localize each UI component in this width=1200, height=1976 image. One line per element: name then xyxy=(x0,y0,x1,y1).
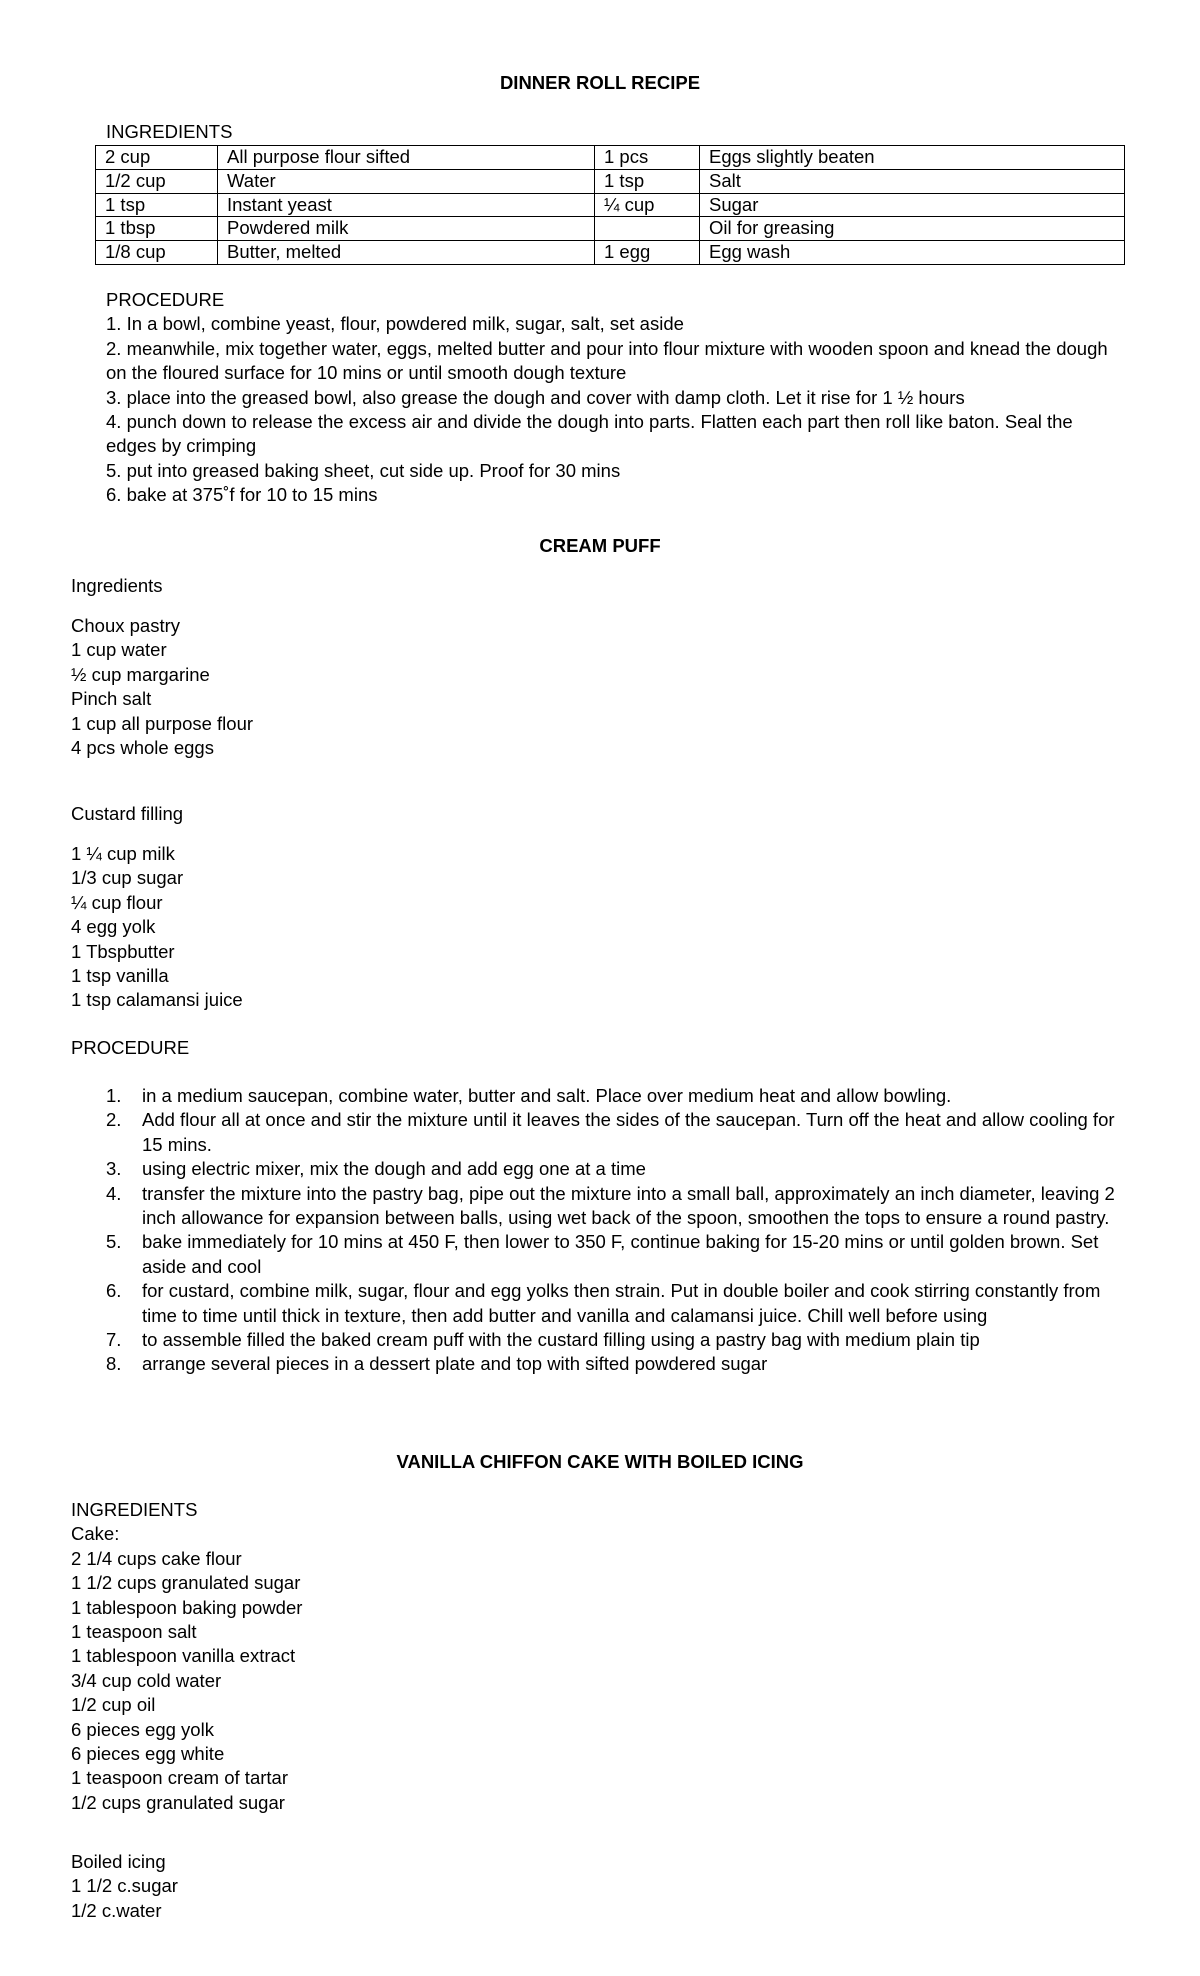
list-item: 1 tablespoon baking powder xyxy=(71,1596,303,1618)
dinner-roll-ingredients-heading: INGREDIENTS xyxy=(106,121,233,142)
step-number: 4. xyxy=(106,1182,122,1204)
table-cell: 1/8 cup xyxy=(96,241,218,265)
table-cell: Salt xyxy=(700,169,1125,193)
list-item: 1 teaspoon salt xyxy=(71,1621,197,1643)
table-cell: 1 tsp xyxy=(96,193,218,217)
procedure-step: 1. In a bowl, combine yeast, flour, powdered milk, sugar, salt, set aside xyxy=(106,313,684,335)
table-cell: ¼ cup xyxy=(595,193,700,217)
table-cell: Butter, melted xyxy=(218,241,595,265)
list-item: 1 1/2 c.sugar xyxy=(71,1875,178,1897)
step-number: 6. xyxy=(106,1280,122,1302)
step-number: 3. xyxy=(106,1158,122,1180)
step-text: bake immediately for 10 mins at 450 F, then lower to 350 F, continue baking for 15-20 mins or until golden brown. Set aside and cool xyxy=(142,1231,1099,1277)
list-item: ½ cup margarine xyxy=(71,663,210,685)
cream-puff-procedure-heading: PROCEDURE xyxy=(71,1037,190,1058)
table-cell: 1 egg xyxy=(595,241,700,265)
list-item: 4 pcs whole eggs xyxy=(71,737,214,759)
list-item xyxy=(70,1157,1130,1181)
dinner-roll-ingredients-table xyxy=(95,145,1125,265)
table-cell: Egg wash xyxy=(700,241,1125,265)
step-number: 1. xyxy=(106,1085,122,1106)
step-number: 2. xyxy=(106,1109,122,1131)
procedure-step: 2. meanwhile, mix together water, eggs, melted butter and pour into flour mixture with wooden spoon and knead the dough on the floured surface for 10 mins or until smooth dough texture xyxy=(106,337,1108,384)
table-row xyxy=(96,146,1125,170)
step-text: transfer the mixture into the pastry bag, pipe out the mixture into a small ball, approximately an inch diameter, leaving 2 inch allowance for expansion between balls, using wet back of the spoon, smoothen the tops to ensure a round pastry. xyxy=(142,1182,1115,1229)
table-cell: Water xyxy=(218,169,595,193)
table-row xyxy=(96,217,1125,241)
table-cell: Eggs slightly beaten xyxy=(700,146,1125,170)
list-item: 1/3 cup sugar xyxy=(71,867,184,889)
list-item xyxy=(70,1328,1130,1352)
table-row xyxy=(96,241,1125,265)
step-text: for custard, combine milk, sugar, flour and egg yolks then strain. Put in double boiler and cook stirring constantly from time to time until thick in texture, then add butter and vanilla and calamansi juice. Chill well before using xyxy=(142,1280,1101,1326)
chiffon-title: VANILLA CHIFFON CAKE WITH BOILED ICING xyxy=(396,1451,804,1472)
list-item: 1/2 cups granulated sugar xyxy=(71,1791,285,1813)
dinner-roll-title: DINNER ROLL RECIPE xyxy=(499,72,701,93)
step-number: 7. xyxy=(106,1329,122,1351)
list-item: 1/2 cup oil xyxy=(71,1694,156,1716)
list-item xyxy=(70,1279,1130,1328)
list-item xyxy=(70,1084,1130,1108)
table-cell: 1 tbsp xyxy=(96,217,218,241)
list-item: 6 pieces egg yolk xyxy=(71,1718,214,1740)
table-cell: Oil for greasing xyxy=(700,217,1125,241)
procedure-heading: PROCEDURE xyxy=(106,289,225,310)
procedure-step: 4. punch down to release the excess air and divide the dough into parts. Flatten each part then roll like baton. Seal the edges by crimping xyxy=(106,411,1073,457)
table-row xyxy=(96,193,1125,217)
list-item: 6 pieces egg white xyxy=(71,1743,225,1765)
step-number: 5. xyxy=(106,1231,122,1253)
cream-puff-title: CREAM PUFF xyxy=(539,535,661,556)
table-cell: All purpose flour sifted xyxy=(218,146,595,170)
table-row xyxy=(96,169,1125,193)
procedure-step: 3. place into the greased bowl, also grease the dough and cover with damp cloth. Let it rise for 1 ½ hours xyxy=(106,386,965,408)
table-cell: 2 cup xyxy=(96,146,218,170)
list-item: 1 ¼ cup milk xyxy=(71,843,175,864)
custard-filling-list xyxy=(71,842,243,1013)
list-item: 4 egg yolk xyxy=(71,916,156,938)
step-text: to assemble filled the baked cream puff with the custard filling using a pastry bag with medium plain tip xyxy=(142,1329,980,1351)
list-item xyxy=(70,1108,1130,1157)
choux-pastry-list xyxy=(71,614,253,760)
list-item xyxy=(70,1230,1130,1279)
cake-heading: Cake: xyxy=(71,1523,120,1545)
choux-heading: Choux pastry xyxy=(71,615,180,636)
step-text: in a medium saucepan, combine water, butter and salt. Place over medium heat and allow bowling. xyxy=(142,1085,952,1106)
list-item: 1/2 c.water xyxy=(71,1899,162,1921)
list-item: 1 cup all purpose flour xyxy=(71,712,254,734)
table-cell: 1/2 cup xyxy=(96,169,218,193)
table-cell xyxy=(595,217,700,241)
list-item xyxy=(70,1182,1130,1231)
step-number: 8. xyxy=(106,1353,122,1375)
list-item: Pinch salt xyxy=(71,688,152,710)
step-text: using electric mixer, mix the dough and add egg one at a time xyxy=(142,1158,646,1180)
step-text: arrange several pieces in a dessert plate and top with sifted powdered sugar xyxy=(142,1353,768,1375)
table-cell: 1 pcs xyxy=(595,146,700,170)
list-item: 2 1/4 cups cake flour xyxy=(71,1547,242,1569)
procedure-step: 6. bake at 375˚f for 10 to 15 mins xyxy=(106,484,378,506)
custard-heading: Custard filling xyxy=(71,803,184,824)
list-item: 1 1/2 cups granulated sugar xyxy=(71,1572,301,1594)
list-item: 1 Tbspbutter xyxy=(71,940,175,962)
step-text: Add flour all at once and stir the mixture until it leaves the sides of the saucepan. Turn off the heat and allow cooling for 15 mins. xyxy=(142,1109,1115,1155)
table-cell: Powdered milk xyxy=(218,217,595,241)
table-cell: 1 tsp xyxy=(595,169,700,193)
list-item xyxy=(70,1352,1130,1376)
list-item: ¼ cup flour xyxy=(71,891,163,913)
procedure-step: 5. put into greased baking sheet, cut side up. Proof for 30 mins xyxy=(106,459,621,481)
cream-puff-procedure-list xyxy=(70,1084,1130,1377)
table-cell: Instant yeast xyxy=(218,193,595,217)
list-item: 1 tsp calamansi juice xyxy=(71,989,243,1011)
boiled-icing-list xyxy=(71,1850,178,1923)
list-item: 1 teaspoon cream of tartar xyxy=(71,1767,288,1789)
dinner-roll-procedure xyxy=(106,288,1126,508)
chiffon-ingredients xyxy=(71,1498,302,1815)
ingredients-heading: INGREDIENTS xyxy=(71,1499,198,1520)
list-item: 1 cup water xyxy=(71,639,167,661)
list-item: 1 tsp vanilla xyxy=(71,965,169,987)
list-item: 1 tablespoon vanilla extract xyxy=(71,1645,296,1667)
list-item: 3/4 cup cold water xyxy=(71,1669,222,1691)
cream-puff-ingredients-heading: Ingredients xyxy=(71,575,163,596)
table-cell: Sugar xyxy=(700,193,1125,217)
icing-heading: Boiled icing xyxy=(71,1851,166,1872)
